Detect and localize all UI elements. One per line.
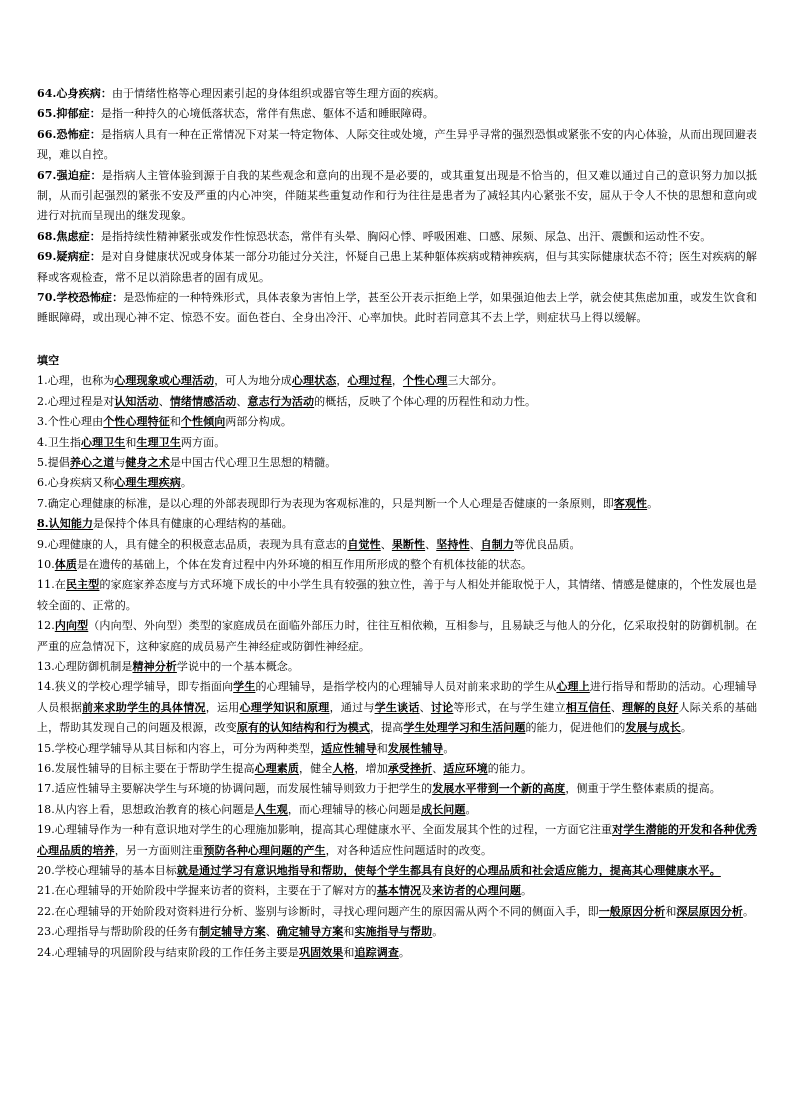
fill-blank-item: [37, 494, 757, 514]
question-text: 和: [125, 435, 137, 449]
answer-text: 相互信任: [565, 700, 611, 714]
question-text: 是保持个体具有健康的心理结构的基础。: [93, 517, 293, 531]
question-text: 2.心理过程是对: [37, 394, 115, 408]
question-text: 学说中的一个基本概念。: [176, 659, 300, 673]
answer-text: 果断性: [391, 537, 426, 551]
question-text: 20.学校心理辅导的基本目标: [37, 864, 177, 878]
definition-term: 70.学校恐怖症: [37, 291, 113, 305]
definition-term: 67.强迫症: [37, 168, 91, 182]
document-page: [37, 84, 757, 963]
answer-text: 个性倾向: [180, 415, 226, 429]
question-text: 与: [114, 455, 126, 469]
question-text: 是中国古代心理卫生思想的精髓。: [169, 455, 337, 469]
question-text: 的家庭家养态度与方式环境下成长的中小学生具有较强的独立性，善于与人相处并能取悦于人，其情绪、情感是健康的，个性发展也是较全面的、正常的。: [37, 578, 757, 612]
answer-text: 来访者的心理问题: [432, 884, 522, 898]
definition-item: [37, 166, 757, 227]
question-text: ，而心理辅导的核心问题是: [287, 802, 422, 816]
question-text: （内向型、外向型）类型的家庭成员在面临外部压力时，往往互相依赖，互相参与，且易缺乏与他人的分化，亿采取投射的防御机制。在严重的应急情况下，这种家庭的成员易产生神经症或防御性神经症。: [37, 619, 757, 653]
answer-text: 养心之道: [69, 455, 115, 469]
fill-blank-item: [37, 759, 757, 779]
fill-blank-item: [37, 535, 757, 555]
fill-blank-item: [37, 739, 757, 759]
fill-blank-item: [37, 392, 757, 412]
fill-blank-item: [37, 371, 757, 391]
answer-text: 心理状态: [291, 374, 337, 388]
question-text: 。: [680, 721, 692, 735]
answer-text: 生理卫生: [136, 435, 181, 449]
question-text: 1.心理，也称为: [37, 374, 115, 388]
question-text: 12.: [37, 619, 55, 633]
question-text: 10.: [37, 557, 55, 571]
answer-text: 承受挫折: [387, 762, 433, 775]
answer-text: 情绪情感活动: [169, 394, 237, 408]
answer-text: 个性心理: [402, 374, 448, 388]
answer-text: 人格: [332, 762, 355, 775]
definition-separator: ：: [100, 87, 112, 100]
answer-text: 成长问题: [421, 802, 466, 816]
question-text: 人际关系的基础上，帮助其发现自己的问题及根源，改变: [37, 700, 758, 735]
answer-text: 理解的良好: [622, 700, 679, 714]
answer-text: 实施指导与帮助: [354, 925, 433, 939]
question-text: 14.狭义的学校心理学辅导，即专指面向: [37, 680, 234, 694]
fill-blank-item: [37, 473, 757, 493]
answer-text: 基本情况: [376, 884, 422, 898]
fill-blank-item: [37, 555, 757, 575]
definition-item: [37, 125, 757, 166]
answer-text: 巩固效果: [299, 945, 344, 959]
question-text: 两部分构成。: [225, 415, 292, 429]
definition-text: 是指一种持久的心境低落状态，常伴有焦虑、躯体不适和睡眠障碍。: [100, 107, 434, 121]
answer-text: 客观性: [613, 496, 648, 510]
definition-separator: ：: [89, 107, 101, 121]
question-text: 。: [398, 945, 411, 959]
question-text: 的能力，促进他们的: [525, 721, 626, 735]
definition-item: [37, 84, 757, 104]
question-text: 16.发展性辅导的目标主要在于帮助学生提高: [37, 762, 255, 775]
question-text: 和: [169, 415, 181, 429]
question-text: 19.心理辅导作为一种有意识地对学生的心理施加影响，提高其心理健康水平、全面发展其个性的过程，一方面它注重: [37, 823, 613, 837]
answer-text: 一般原因分析: [598, 904, 666, 918]
question-text: 、: [236, 394, 248, 408]
question-text: 和: [343, 925, 355, 939]
answer-text: 确定辅导方案: [276, 925, 344, 939]
question-text: 的能力。: [487, 762, 533, 775]
answer-text: 发展水平带到一个新的高度: [432, 782, 566, 796]
question-text: 4.卫生指: [37, 435, 81, 449]
question-text: 6.心身疾病又称: [37, 476, 115, 490]
definition-term: 68.焦虑症: [37, 229, 90, 243]
question-text: 进行指导和帮助的活动。心理辅导人员根据: [37, 680, 757, 714]
fill-blank-item: [37, 800, 757, 820]
question-text: ，侧重于学生整体素质的提高。: [565, 782, 721, 796]
question-text: 15.学校心理学辅导从其目标和内容上，可分为两种类型，: [37, 741, 322, 755]
definition-text: 是指持续性精神紧张或发作性惊恐状态，常伴有头晕、胸闷心悸、呼吸困难、口感、尿频、尿急、出汗、震颤和运动性不安。: [100, 229, 712, 243]
definition-term: 65.抑郁症: [37, 107, 90, 121]
question-text: ，运用: [205, 700, 240, 714]
definition-item: [37, 104, 757, 124]
question-text: 和: [376, 741, 388, 755]
question-text: 3.个性心理由: [37, 415, 104, 429]
answer-text: 适应环境: [443, 762, 488, 775]
answer-text: 心理卫生: [81, 435, 126, 449]
answer-text: 自觉性: [347, 537, 381, 551]
question-text: 。: [180, 476, 193, 490]
question-text: 13.心理防御机制是: [37, 659, 133, 673]
definition-term: 64.心身疾病: [37, 87, 101, 100]
answer-text: 自制力: [480, 537, 514, 551]
answer-text: 心理上: [556, 680, 590, 694]
question-text: 。: [743, 904, 755, 918]
question-text: ，可人为地分成: [214, 374, 292, 388]
definition-text: 由于情绪性格等心理因素引起的身体组织或器官等生理方面的疾病。: [111, 87, 445, 100]
fill-blank-item: [37, 779, 757, 799]
answer-text: 追踪调查: [354, 945, 399, 959]
question-text: 的概括，反映了个体心理的历程性和动力性。: [314, 394, 537, 408]
question-text: ，增加: [354, 762, 388, 775]
question-text: 。: [432, 925, 444, 939]
definition-item: [37, 227, 757, 247]
answer-text: 民主型: [66, 578, 100, 592]
fill-blank-item: [37, 881, 757, 901]
question-text: 22.在心理辅导的开始阶段对资料进行分析、鉴别与诊断时，寻找心理问题产生的原因需从两个不同的侧面入手，即: [37, 904, 599, 918]
question-text: 、: [419, 700, 431, 714]
answer-text: 学生谈话: [374, 700, 420, 714]
question-text: 和: [665, 904, 677, 918]
answer-text: 人生观: [254, 802, 288, 816]
answer-text: 8.认知能力: [37, 517, 94, 531]
question-text: 。: [521, 884, 533, 898]
question-text: 7.确定心理健康的标准，是以心理的外部表现即行为表现为客观标准的，只是判断一个人心理是否健康的一条原则，即: [37, 496, 614, 510]
definition-term: 69.疑病症: [37, 250, 90, 264]
definition-text: 是恐怖症的一种特殊形式，具体表象为害怕上学，甚至公开表示拒绝上学，如果强迫他去上学，就会使其焦虑加重，或发生饮食和睡眠障碍，或出现心神不定、惊恐不安。面色苍白、全身出冷汗、心率加快。此时若同意其不去上学，则症状马上得以缓解。: [37, 291, 757, 325]
question-text: 。: [647, 496, 659, 510]
question-text: 及: [421, 884, 433, 898]
definitions-section: [37, 84, 757, 329]
answer-text: 学生处理学习和生活问题: [403, 721, 526, 735]
question-text: 、: [469, 537, 481, 551]
question-text: 、: [432, 762, 444, 775]
definition-separator: ：: [89, 229, 101, 243]
question-text: ，健全: [299, 762, 333, 775]
fill-blank-item: [37, 820, 757, 861]
answer-text: 认知活动: [114, 394, 159, 408]
fill-blank-item: [37, 677, 757, 738]
question-text: ，提高: [370, 721, 404, 735]
answer-text: 发展性辅导: [387, 741, 444, 755]
definition-item: [37, 288, 757, 329]
answer-text: 个性心理特征: [103, 415, 170, 429]
definition-item: [37, 247, 757, 288]
question-text: ，: [391, 374, 403, 388]
answer-text: 体质: [54, 557, 77, 571]
definition-separator: ：: [112, 291, 124, 305]
answer-text: 学生: [233, 680, 256, 694]
fill-blank-section: [37, 371, 757, 963]
fill-blank-item: [37, 575, 757, 616]
question-text: 等优良品质。: [513, 537, 581, 551]
answer-text: 心理素质: [254, 762, 299, 775]
answer-text: 内向型: [54, 619, 89, 633]
fill-blank-item: [37, 433, 757, 453]
question-text: 、: [265, 925, 277, 939]
question-text: 、: [425, 537, 437, 551]
answer-text: 就是通过学习有意识地指导和帮助，使每个学生都具有良好的心理品质和社会适应能力，提高其心理健康水平。: [176, 864, 721, 878]
question-text: 、: [158, 394, 170, 408]
fill-blank-item: [37, 902, 757, 922]
fill-blank-item: [37, 616, 757, 657]
question-text: 等形式，在与学生建立: [453, 700, 566, 714]
answer-text: 前来求助学生的具体情况: [82, 700, 206, 714]
section-title: 填空: [37, 353, 60, 367]
question-text: 、: [610, 700, 623, 714]
fill-blank-item: [37, 922, 757, 942]
definition-separator: ：: [89, 127, 101, 141]
answer-text: 适应性辅导: [321, 741, 377, 755]
answer-text: 精神分析: [132, 659, 177, 673]
answer-text: 健身之术: [125, 455, 170, 469]
answer-text: 讨论: [430, 700, 454, 714]
fill-blank-item: [37, 514, 757, 534]
question-text: ，通过与: [329, 700, 375, 714]
question-text: ，对各种适应性问题适时的改变。: [325, 843, 493, 857]
question-text: 18.从内容上看，思想政治教育的核心问题是: [37, 802, 255, 816]
question-text: 三大部分。: [447, 374, 503, 388]
question-text: ，另一方面则注重: [114, 843, 204, 857]
question-text: 9.心理健康的人，具有健全的积极意志品质，表现为具有意志的: [37, 537, 348, 551]
question-text: 。: [465, 802, 477, 816]
question-text: 和: [343, 945, 355, 959]
definition-text: 是对自身健康状况或身体某一部分功能过分关注，怀疑自己患上某种躯体疾病或精神疾病，但与其实际健康状态不符；医生对疾病的解释或客观检查，常不足以消除患者的固有成见。: [37, 250, 757, 284]
section-spacer: [37, 329, 757, 351]
question-text: 24.心理辅导的巩固阶段与结束阶段的工作任务主要是: [37, 945, 299, 959]
fill-blank-item: [37, 943, 757, 963]
definition-separator: ：: [89, 250, 101, 264]
definition-text: 是指病人具有一种在正常情况下对某一特定物体、人际交往或处境，产生异乎寻常的强烈恐惧或紧张不安的内心体验，从而出现回避表现，难以自控。: [37, 127, 757, 162]
question-text: ，: [336, 374, 348, 388]
answer-text: 制定辅导方案: [199, 925, 266, 939]
answer-text: 预防各种心理问题的产生: [203, 843, 326, 857]
definition-term: 66.恐怖症: [37, 127, 90, 141]
fill-blank-item: [37, 861, 757, 881]
question-text: 21.在心理辅导的开始阶段中学握来访者的资料，主要在于了解对方的: [37, 884, 377, 898]
question-text: 11.在: [37, 578, 66, 592]
answer-text: 意志行为活动: [247, 394, 315, 408]
answer-text: 坚持性: [436, 537, 470, 551]
answer-text: 原有的认知结构和行为模式: [236, 721, 371, 735]
question-text: 是在遗传的基础上，个体在发育过程中内外环境的相互作用所形成的整个有机体技能的状态。: [77, 557, 533, 571]
question-text: 5.提倡: [37, 455, 70, 469]
fill-blank-item: [37, 412, 757, 432]
question-text: 的心理辅导，是指学校内的心理辅导人员对前来求助的学生从: [255, 680, 557, 694]
answer-text: 心理学知识和原理: [239, 700, 330, 714]
question-text: 两方面。: [180, 435, 226, 449]
question-text: 23.心理指导与帮助阶段的任务有: [37, 925, 200, 939]
fill-blank-item: [37, 657, 757, 677]
answer-text: 心理过程: [347, 374, 392, 388]
question-text: 。: [443, 741, 455, 755]
definition-separator: ：: [90, 168, 102, 182]
answer-text: 对学生潜能的开发和各种优秀心理品质的培养: [37, 823, 757, 857]
answer-text: 心理生理疾病: [114, 476, 181, 490]
fill-blank-item: [37, 453, 757, 473]
answer-text: 心理现象或心理活动: [114, 374, 215, 388]
question-text: 17.适应性辅导主要解决学生与环境的协调问题，而发展性辅导则致力于把学生的: [37, 782, 433, 796]
question-text: 、: [380, 537, 392, 551]
answer-text: 发展与成长: [625, 721, 681, 735]
answer-text: 深层原因分析: [676, 904, 744, 918]
definition-text: 是指病人主管体验到源于自我的某些观念和意向的出现不是必要的，或其重复出现是不恰当的，但又难以通过自己的意识努力加以抵制，从而引起强烈的紧张不安及严重的内心冲突，伴随某些重复动作和行为往往是患者为了减轻其内心紧张不安，屈从于令人不快的思想和意向或进行对抗而呈现出的继发现象。: [37, 168, 758, 223]
